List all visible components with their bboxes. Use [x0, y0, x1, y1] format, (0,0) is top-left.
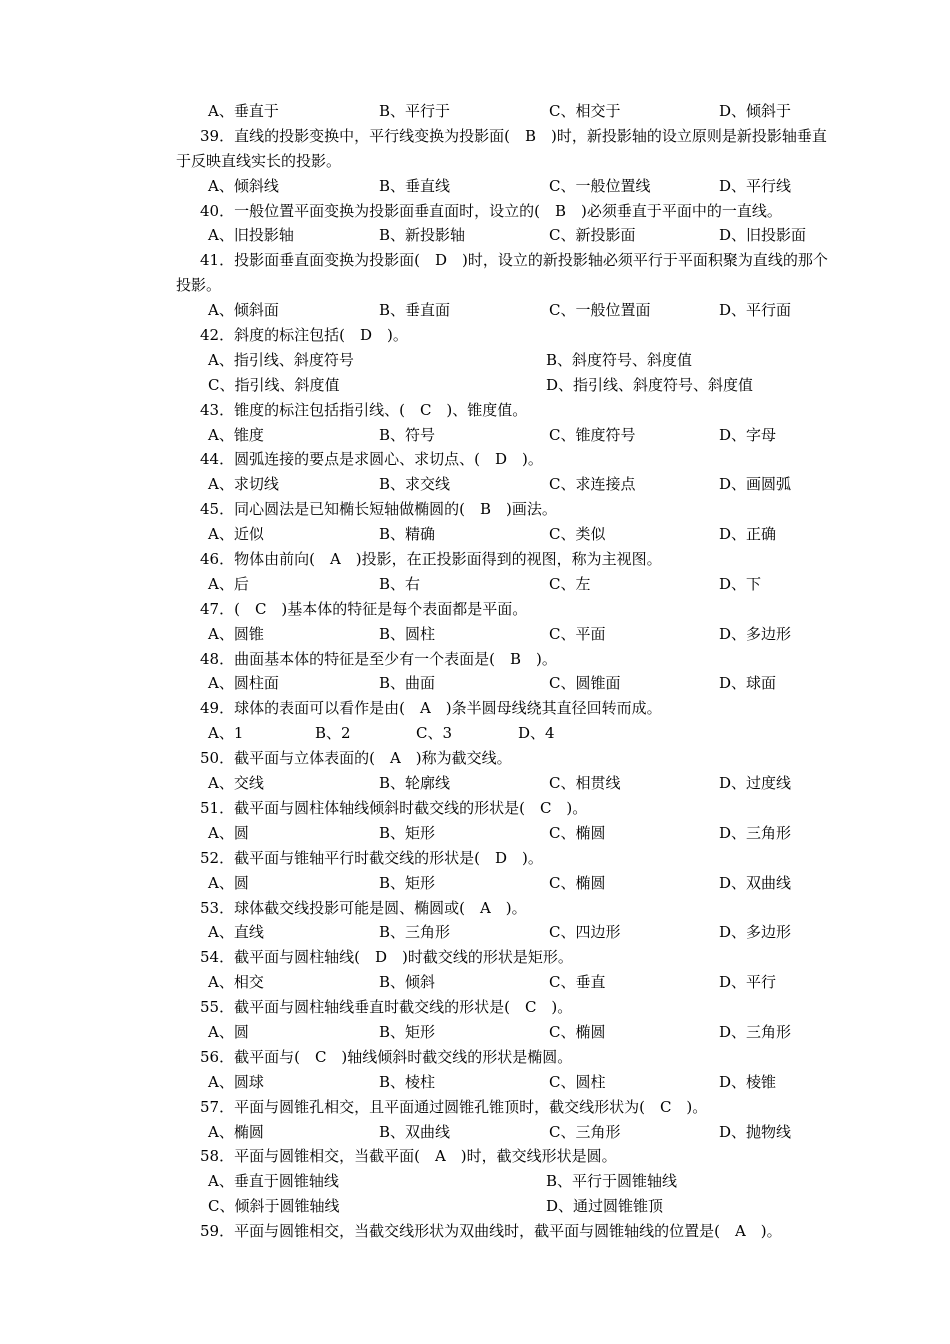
answer-options	[176, 920, 916, 945]
option-d: D、旧投影面	[719, 226, 807, 245]
option-b: B、矩形	[379, 1022, 436, 1041]
question-text: 53．球体截交线投影可能是圆、椭圆或( A )。	[200, 898, 527, 917]
option-b: B、垂直线	[379, 176, 451, 195]
option-d: D、三角形	[719, 1022, 792, 1041]
answer-options	[176, 223, 916, 248]
question-text: 42．斜度的标注包括( D )。	[200, 326, 408, 345]
option-b: B、精确	[379, 525, 436, 544]
option-d: D、球面	[719, 674, 777, 693]
option-c: C、椭圆	[549, 823, 606, 842]
option-c: C、椭圆	[549, 1022, 606, 1041]
answer-options	[176, 721, 916, 746]
option-c: C、3	[416, 724, 453, 743]
option-a: A、锥度	[208, 425, 264, 444]
option-b: B、三角形	[379, 923, 451, 942]
option-a: A、倾斜面	[208, 301, 279, 320]
question-text: 58．平面与圆锥相交，当截平面( A )时，截交线形状是圆。	[200, 1147, 617, 1166]
option-d: D、通过圆锥锥顶	[546, 1197, 664, 1216]
answer-options	[176, 298, 916, 323]
option-b: B、斜度符号、斜度值	[546, 350, 693, 369]
question-text: 51．截平面与圆柱体轴线倾斜时截交线的形状是( C )。	[200, 798, 588, 817]
option-c: C、平面	[549, 624, 606, 643]
option-c: C、圆锥面	[549, 674, 621, 693]
option-c: C、一般位置面	[549, 301, 651, 320]
option-b: B、圆柱	[379, 624, 436, 643]
question-text: 46．物体由前向( A )投影，在正投影面得到的视图，称为主视图。	[200, 550, 662, 569]
question-text: 43．锥度的标注包括指引线、( C )、锥度值。	[200, 400, 528, 419]
question-text: 48．曲面基本体的特征是至少有一个表面是( B )。	[200, 649, 557, 668]
option-c: C、三角形	[549, 1122, 621, 1141]
answer-options	[176, 671, 916, 696]
answer-options	[176, 1169, 916, 1194]
option-b: B、右	[379, 574, 421, 593]
question-text: 50．截平面与立体表面的( A )称为截交线。	[200, 749, 512, 768]
option-b: B、轮廓线	[379, 774, 451, 793]
option-a: A、圆	[208, 1022, 249, 1041]
option-b: B、棱柱	[379, 1072, 436, 1091]
option-c: C、左	[549, 574, 591, 593]
option-b: B、垂直面	[379, 301, 451, 320]
question-text: 52．截平面与锥轴平行时截交线的形状是( D )。	[200, 848, 543, 867]
option-c: C、锥度符号	[549, 425, 636, 444]
option-d: D、双曲线	[719, 873, 792, 892]
answer-options	[176, 522, 916, 547]
option-c: C、类似	[549, 525, 606, 544]
question-text: 55．截平面与圆柱轴线垂直时截交线的形状是( C )。	[200, 998, 573, 1017]
answer-options	[176, 622, 916, 647]
option-a: A、圆	[208, 823, 249, 842]
answer-options	[176, 1120, 916, 1145]
option-d: D、下	[719, 574, 762, 593]
option-d: D、抛物线	[719, 1122, 792, 1141]
option-b: B、双曲线	[379, 1122, 451, 1141]
question-text: 49．球体的表面可以看作是由( A )条半圆母线绕其直径回转而成。	[200, 699, 662, 718]
option-d: D、平行	[719, 973, 777, 992]
answer-options	[176, 821, 916, 846]
answer-options	[176, 1020, 916, 1045]
question-text: 45．同心圆法是已知椭长短轴做椭圆的( B )画法。	[200, 500, 557, 519]
option-c: C、新投影面	[549, 226, 636, 245]
option-b: B、倾斜	[379, 973, 436, 992]
option-a: A、1	[208, 724, 244, 743]
question-text: 39．直线的投影变换中，平行线变换为投影面( B )时，新投影轴的设立原则是新投影轴垂直	[200, 126, 827, 145]
option-d: D、多边形	[719, 624, 792, 643]
option-c: C、一般位置线	[549, 176, 651, 195]
answer-options	[176, 174, 916, 199]
question-text: 57．平面与圆锥孔相交，且平面通过圆锥孔锥顶时，截交线形状为( C )。	[200, 1097, 708, 1116]
option-c: C、求连接点	[549, 475, 636, 494]
question-text: 44．圆弧连接的要点是求圆心、求切点、( D )。	[200, 450, 543, 469]
option-a: A、交线	[208, 774, 264, 793]
option-a: A、相交	[208, 973, 264, 992]
option-a: A、垂直于圆锥轴线	[208, 1172, 339, 1191]
question-text: 47．( C )基本体的特征是每个表面都是平面。	[200, 599, 528, 618]
option-c: C、四边形	[549, 923, 621, 942]
answer-options	[176, 99, 916, 124]
option-b: B、符号	[379, 425, 436, 444]
answer-options	[176, 871, 916, 896]
option-a: A、直线	[208, 923, 264, 942]
question-text-continuation: 于反映直线实长的投影。	[176, 151, 342, 170]
answer-options	[176, 1070, 916, 1095]
question-text: 54．截平面与圆柱轴线( D )时截交线的形状是矩形。	[200, 948, 573, 967]
option-c: C、椭圆	[549, 873, 606, 892]
option-d: D、画圆弧	[719, 475, 792, 494]
option-c: C、相交于	[549, 102, 621, 120]
option-a: A、近似	[208, 525, 264, 544]
option-d: D、字母	[719, 425, 777, 444]
option-c: C、圆柱	[549, 1072, 606, 1091]
answer-options	[176, 970, 916, 995]
answer-options	[176, 348, 916, 373]
answer-options	[176, 472, 916, 497]
option-a: A、圆	[208, 873, 249, 892]
question-text: 59．平面与圆锥相交，当截交线形状为双曲线时，截平面与圆锥轴线的位置是( A )。	[200, 1222, 782, 1241]
option-c: C、相贯线	[549, 774, 621, 793]
question-text: 56．截平面与( C )轴线倾斜时截交线的形状是椭圆。	[200, 1047, 573, 1066]
option-c: C、垂直	[549, 973, 606, 992]
option-a: A、圆锥	[208, 624, 264, 643]
option-d: D、平行面	[719, 301, 792, 320]
option-d: D、三角形	[719, 823, 792, 842]
option-c: C、倾斜于圆锥轴线	[208, 1197, 340, 1216]
option-a: A、后	[208, 574, 249, 593]
answer-options	[176, 373, 916, 398]
option-b: B、求交线	[379, 475, 451, 494]
option-d: D、正确	[719, 525, 777, 544]
option-b: B、平行于	[379, 102, 451, 120]
option-b: B、曲面	[379, 674, 436, 693]
question-text: 41．投影面垂直面变换为投影面( D )时，设立的新投影轴必须平行于平面积聚为直线的那个	[200, 251, 828, 270]
option-d: D、多边形	[719, 923, 792, 942]
option-d: D、指引线、斜度符号、斜度值	[546, 375, 754, 394]
option-b: B、平行于圆锥轴线	[546, 1172, 678, 1191]
question-text: 40．一般位置平面变换为投影面垂直面时，设立的( B )必须垂直于平面中的一直线。	[200, 201, 782, 220]
question-list	[176, 99, 916, 1244]
option-b: B、矩形	[379, 823, 436, 842]
option-a: A、指引线、斜度符号	[208, 350, 354, 369]
option-a: A、圆球	[208, 1072, 264, 1091]
option-b: B、新投影轴	[379, 226, 466, 245]
option-a: A、圆柱面	[208, 674, 279, 693]
option-a: A、垂直于	[208, 102, 279, 120]
option-d: D、平行线	[719, 176, 792, 195]
question-text-continuation: 投影。	[176, 276, 222, 295]
option-a: A、求切线	[208, 475, 279, 494]
option-d: D、4	[518, 724, 555, 743]
option-a: A、倾斜线	[208, 176, 279, 195]
option-b: B、矩形	[379, 873, 436, 892]
option-d: D、过度线	[719, 774, 792, 793]
option-d: D、倾斜于	[719, 102, 792, 120]
answer-options	[176, 771, 916, 796]
option-a: A、旧投影轴	[208, 226, 294, 245]
option-c: C、指引线、斜度值	[208, 375, 340, 394]
answer-options	[176, 572, 916, 597]
option-b: B、2	[315, 724, 351, 743]
answer-options	[176, 423, 916, 448]
option-d: D、棱锥	[719, 1072, 777, 1091]
answer-options	[176, 1194, 916, 1219]
option-a: A、椭圆	[208, 1122, 264, 1141]
